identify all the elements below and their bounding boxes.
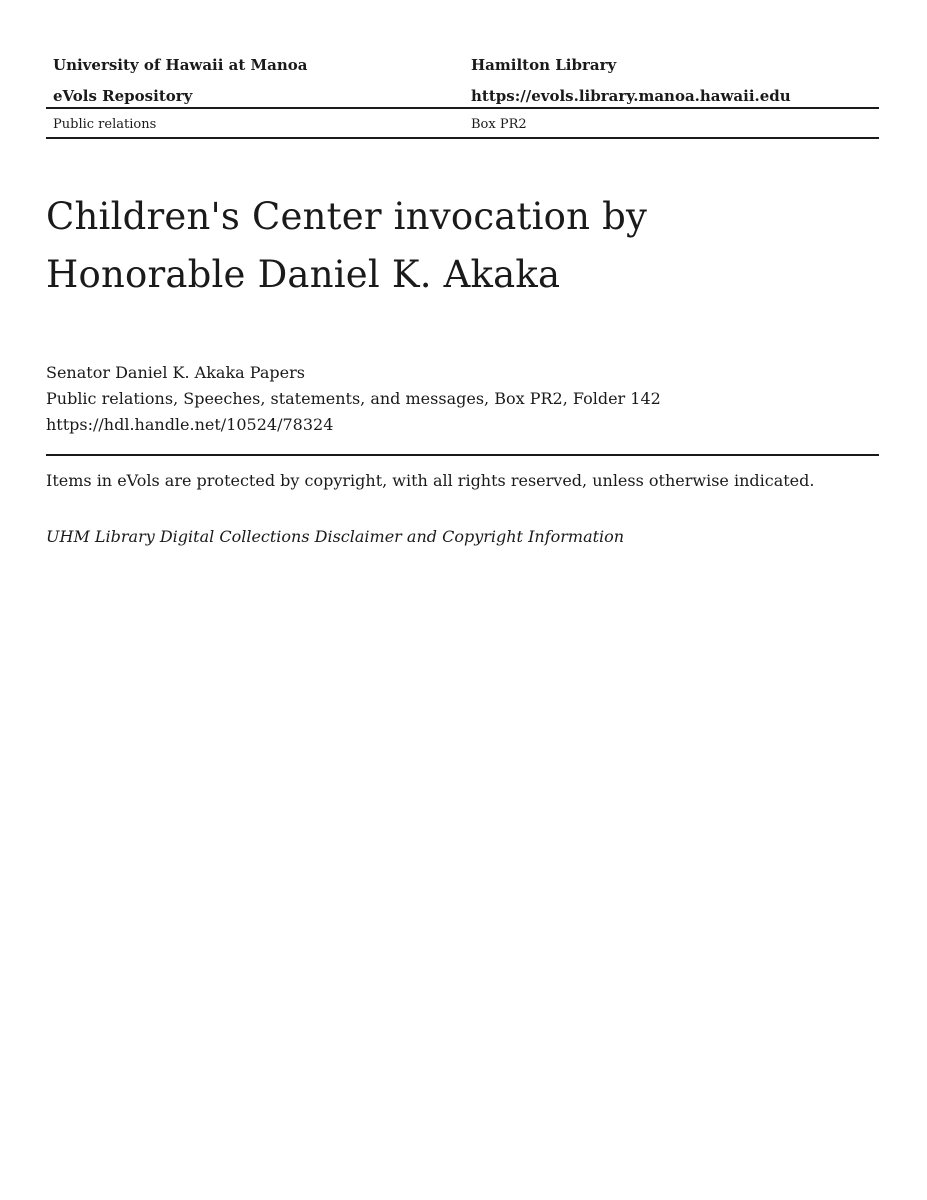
repository-name: eVols Repository — [53, 87, 193, 105]
collection-name: Senator Daniel K. Akaka Papers — [46, 363, 305, 382]
document-title-line-1: Children's Center invocation by — [46, 195, 648, 238]
document-title — [46, 188, 879, 304]
document-title-line-2: Honorable Daniel K. Akaka — [46, 253, 561, 296]
library-name: Hamilton Library — [471, 56, 617, 74]
header-row-institution — [46, 52, 879, 83]
header-divider-top — [46, 107, 879, 109]
header-row-repository — [46, 83, 879, 114]
header-subrow — [46, 112, 879, 138]
copyright-notice: Items in eVols are protected by copyright, with all rights reserved, unless otherwise indicated. — [46, 471, 815, 490]
repository-header — [46, 52, 879, 114]
collection-series: Public relations — [53, 117, 157, 132]
document-page — [46, 0, 879, 1200]
box-label: Box PR2 — [471, 117, 527, 132]
handle-link[interactable]: https://hdl.handle.net/10524/78324 — [46, 415, 334, 434]
header-divider-bottom — [46, 137, 879, 139]
metadata-divider — [46, 454, 879, 456]
folder-location: Public relations, Speeches, statements, and messages, Box PR2, Folder 142 — [46, 389, 661, 408]
institution-name: University of Hawaii at Manoa — [53, 56, 308, 74]
document-metadata — [46, 360, 879, 438]
repository-url[interactable]: https://evols.library.manoa.hawaii.edu — [471, 87, 791, 105]
disclaimer-link[interactable]: UHM Library Digital Collections Disclaimer and Copyright Information — [46, 527, 625, 546]
